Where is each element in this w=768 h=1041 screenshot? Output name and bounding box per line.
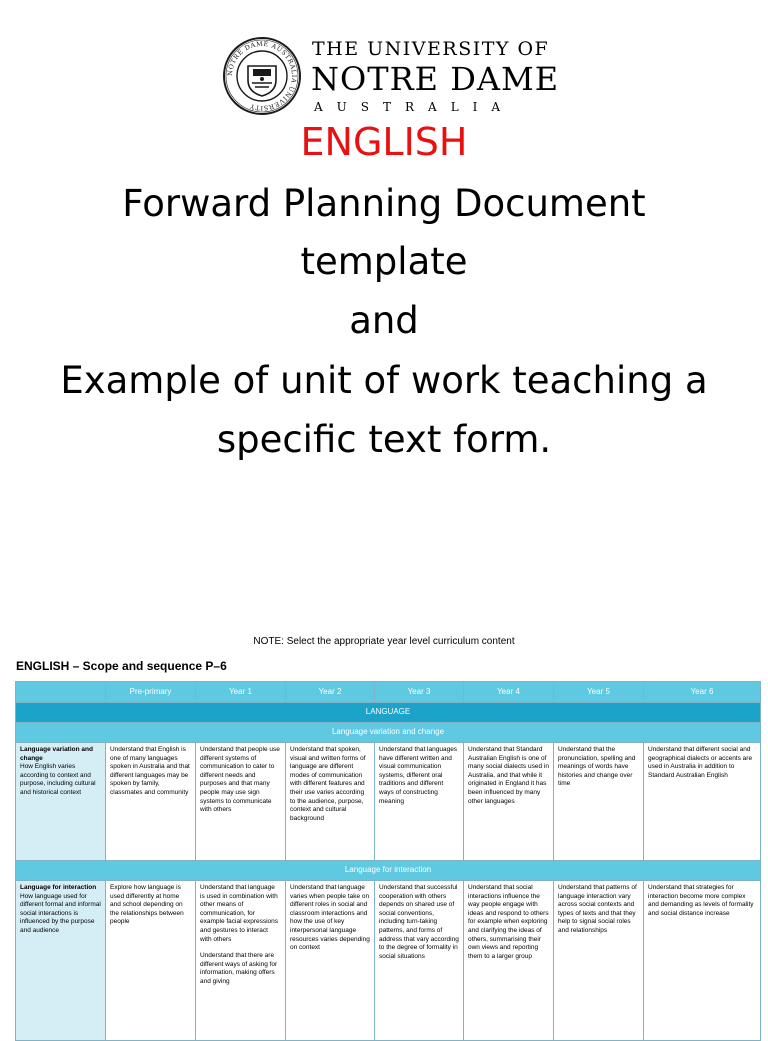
table-cell: Understand that different social and geographical dialects or accents are used in Australia in addition to Standard Australian English xyxy=(644,743,761,861)
column-header: Pre-primary xyxy=(106,682,196,703)
table-cell: Understand that patterns of language interaction vary across social contexts and types of texts and that they help to signal social roles and relationships xyxy=(554,881,644,1041)
column-header: Year 2 xyxy=(286,682,375,703)
university-seal-icon xyxy=(222,36,302,116)
column-header xyxy=(16,682,106,703)
column-header: Year 1 xyxy=(196,682,286,703)
row-header xyxy=(16,881,106,1041)
table-cell: Understand that successful cooperation with others depends on shared use of social conventions, including turn-taking patterns, and forms of address that vary according to the degree of formality in social situations xyxy=(375,881,464,1041)
table-cell: Understand that strategies for interaction become more complex and demanding as levels of formality and social distance increase xyxy=(644,881,761,1041)
scope-sequence-title: ENGLISH – Scope and sequence P–6 xyxy=(16,659,227,673)
headline-line-5: specific text form. xyxy=(216,418,552,461)
table-cell: Understand that language varies when people take on different roles in social and classroom interactions and how the use of key interpersonal language resources varies depending on context xyxy=(286,881,375,1041)
table-cell: Understand that social interactions influence the way people engage with ideas and respond to others for example when exploring and clarifying the ideas of others, summarising their own views and reporting them to a larger group xyxy=(464,881,554,1041)
university-name-line2: NOTRE DAME xyxy=(311,60,560,98)
column-header: Year 6 xyxy=(644,682,761,703)
column-header: Year 4 xyxy=(464,682,554,703)
table-cell xyxy=(196,881,286,1041)
scope-sequence-table xyxy=(15,681,761,1041)
table-cell: Understand that English is one of many languages spoken in Australia and that different languages may be spoken by family, classmates and community xyxy=(106,743,196,861)
cell-paragraph: Understand that there are different ways of asking for information, making offers and giving xyxy=(200,952,278,985)
strand-band: LANGUAGE xyxy=(16,703,761,723)
section-band: Language variation and change xyxy=(16,723,761,743)
university-logo xyxy=(222,36,560,118)
university-name-line3: AUSTRALIA xyxy=(314,100,515,114)
table-cell: Understand that the pronunciation, spelling and meanings of words have histories and change over time xyxy=(554,743,644,861)
row-header xyxy=(16,743,106,861)
headline-line-1: Forward Planning Document xyxy=(122,182,646,225)
headline-line-2: template xyxy=(300,240,468,283)
row-header-title: Language for interaction xyxy=(20,884,97,891)
university-name-line1: THE UNIVERSITY OF xyxy=(312,38,550,60)
headline-line-3: and xyxy=(349,299,419,342)
cell-paragraph: Understand that language is used in combination with other means of communication, for example facial expressions and gestures to interact with others xyxy=(200,884,279,943)
table-row xyxy=(16,743,761,861)
table-cell: Understand that Standard Australian English is one of many social dialects used in Australia, and that while it originated in England it has been influenced by many other languages xyxy=(464,743,554,861)
table-cell: Understand that people use different systems of communication to cater to different needs and purposes and that many people may use sign systems to communicate with others xyxy=(196,743,286,861)
curriculum-note: NOTE: Select the appropriate year level curriculum content xyxy=(253,636,515,647)
table-cell: Understand that languages have different written and visual communication systems, different oral traditions and different ways of constructing meaning xyxy=(375,743,464,861)
row-header-description: How language used for different formal and informal social interactions is influenced by the purpose and audience xyxy=(20,892,101,934)
table-row xyxy=(16,881,761,1041)
table-cell: Explore how language is used differently at home and school depending on the relationships between people xyxy=(106,881,196,1041)
table-cell: Understand that spoken, visual and written forms of language are different modes of communication with different features and their use varies according to the audience, purpose, context and cultural background xyxy=(286,743,375,861)
column-header: Year 3 xyxy=(375,682,464,703)
subject-title: ENGLISH xyxy=(300,120,468,164)
row-header-title: Language variation and change xyxy=(20,746,93,762)
headline-line-4: Example of unit of work teaching a xyxy=(60,359,708,402)
table-header-row xyxy=(16,682,761,703)
section-band: Language for interaction xyxy=(16,861,761,881)
row-header-description: How English varies according to context and purpose, including cultural and historical context xyxy=(20,763,96,796)
column-header: Year 5 xyxy=(554,682,644,703)
svg-text:NOTRE DAME AUSTRALIA UNIVERSIT: NOTRE DAME AUSTRALIA UNIVERSITY xyxy=(225,39,299,113)
